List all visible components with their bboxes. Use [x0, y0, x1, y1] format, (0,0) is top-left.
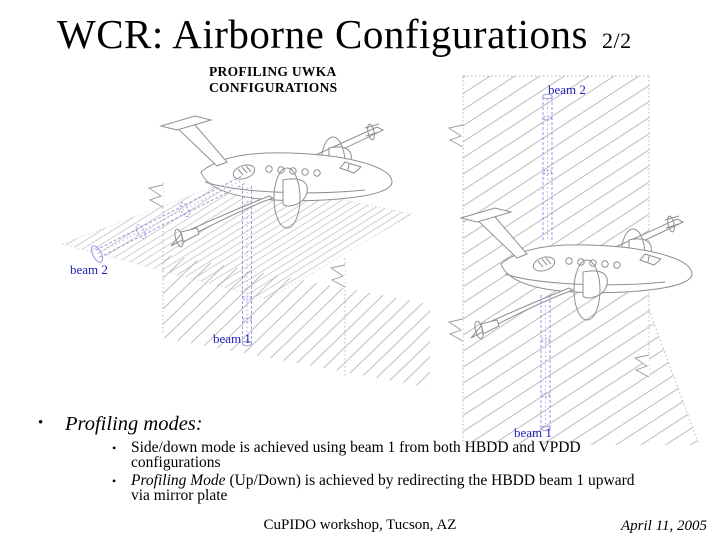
bullet-marker: • — [38, 415, 44, 431]
sub-bullet-1 — [112, 439, 676, 471]
title-text: WCR: Airborne Configurations — [57, 11, 589, 57]
page-indicator: 2/2 — [602, 28, 632, 53]
break-mark — [149, 185, 163, 207]
sub-bullet-2-line2: via mirror plate — [131, 487, 228, 504]
sub-bullet-2 — [112, 472, 691, 504]
sub-bullet-2-italic: Profiling Mode — [131, 472, 226, 489]
beam-1-label-left: beam 1 — [213, 331, 251, 346]
break-mark — [449, 125, 463, 147]
right-diagram — [449, 76, 699, 445]
footer-date: April 11, 2005 — [621, 518, 707, 534]
sub-bullet-2-line1: (Up/Down) is achieved by redirecting the HBDD beam 1 upward — [225, 472, 635, 489]
bullet-marker: • — [112, 441, 117, 455]
sub-bullet-1-line1: Side/down mode is achieved using beam 1 from both HBDD and VPDD — [131, 439, 581, 456]
diagram-heading — [209, 64, 337, 96]
bullet-marker: • — [112, 474, 117, 488]
footer-venue: CuPIDO workshop, Tucson, AZ — [263, 517, 457, 533]
bullet-main: Profiling modes: — [65, 413, 203, 435]
diagram-heading-line1: PROFILING UWKA — [209, 64, 337, 79]
beam-2-label-right: beam 2 — [548, 82, 586, 97]
break-mark — [449, 319, 463, 341]
sub-bullet-1-line2: configurations — [131, 454, 221, 471]
diagram-heading-line2: CONFIGURATIONS — [209, 80, 338, 95]
break-mark — [331, 265, 345, 287]
beam-2-label-left: beam 2 — [70, 262, 108, 277]
left-diagram — [62, 116, 430, 388]
page-title — [57, 10, 632, 58]
beam-1-label-right: beam 1 — [514, 425, 552, 440]
